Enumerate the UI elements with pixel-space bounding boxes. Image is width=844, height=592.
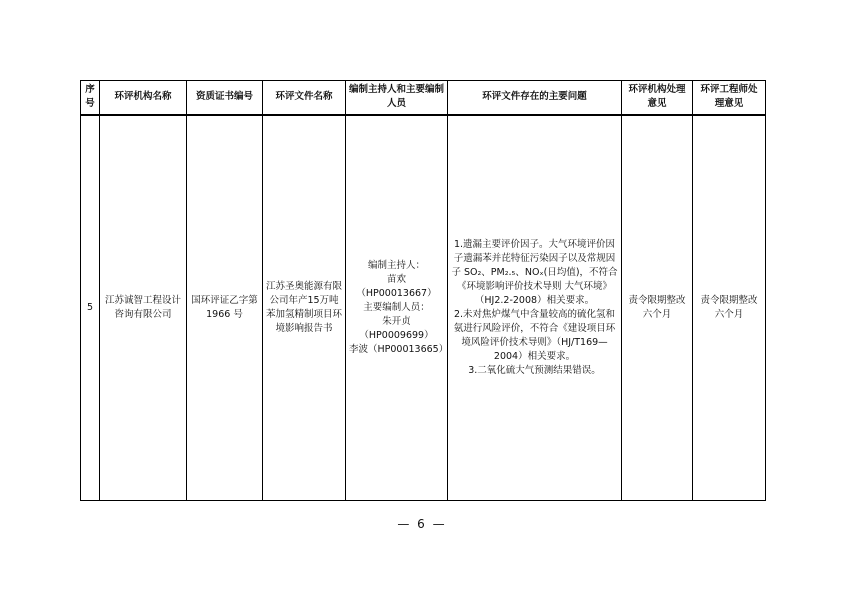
header-cert: 资质证书编号	[187, 81, 263, 115]
cell-staff: 编制主持人： 苗欢（HP00013667） 主要编制人员： 朱开贞（HP0009699） 李波（HP00013665）	[346, 115, 448, 501]
header-engineer-opinion: 环评工程师处理意见	[693, 81, 766, 115]
header-staff: 编制主持人和主要编制人员	[346, 81, 448, 115]
cell-no: 5	[81, 115, 100, 501]
cell-engineer-opinion: 责令限期整改六个月	[693, 115, 766, 501]
header-no: 序号	[81, 81, 100, 115]
cell-agency: 江苏诚智工程设计咨询有限公司	[100, 115, 187, 501]
header-problems: 环评文件存在的主要问题	[448, 81, 622, 115]
header-agency-opinion: 环评机构处理意见	[622, 81, 693, 115]
cell-agency-opinion: 责令限期整改六个月	[622, 115, 693, 501]
header-agency: 环评机构名称	[100, 81, 187, 115]
header-doc: 环评文件名称	[263, 81, 346, 115]
cell-cert: 国环评证乙字第 1966 号	[187, 115, 263, 501]
cell-doc: 江苏圣奥能源有限公司年产15万吨苯加氢精制项目环境影响报告书	[263, 115, 346, 501]
page-number: — 6 —	[397, 517, 447, 531]
table-header-row	[81, 81, 766, 115]
cell-problems: 1.遗漏主要评价因子。大气环境评价因子遗漏苯并芘特征污染因子以及常规因子 SO₂、PM₂.₅、NOₓ(日均值)，不符合《环境影响评价技术导则 大气环境》（HJ2.2-2008）相关要求。 2.未对焦炉煤气中含量较高的硫化氢和氨进行风险评价，不符合《建设项目环境风险评价技术导则》（HJ/T169—2004）相关要求。 3.二氧化硫大气预测结果错误。	[448, 115, 622, 501]
table-row	[81, 115, 766, 501]
review-table	[80, 80, 766, 501]
